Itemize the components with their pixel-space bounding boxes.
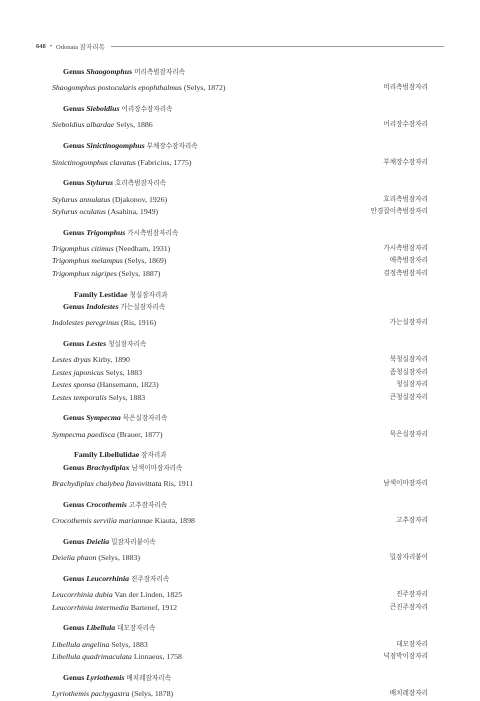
section-gap xyxy=(52,169,428,177)
species-author: Selys, 1886 xyxy=(116,120,153,130)
genus-heading-label xyxy=(63,463,182,472)
taxon-name: Sinictinogomphus xyxy=(86,141,145,151)
species-author: (Selys, 1869) xyxy=(124,256,167,266)
rank-word: Family xyxy=(74,450,98,460)
genus-heading-label xyxy=(63,413,167,422)
species-author: Bartenef, 1912 xyxy=(130,602,178,612)
korean-name: 잠자리과 xyxy=(141,452,167,460)
section-gap xyxy=(52,330,428,338)
rank-word: Genus xyxy=(63,178,85,188)
species-korean-name: 남색이마잠자리 xyxy=(383,480,428,488)
rank-word: Genus xyxy=(63,339,85,349)
genus-heading xyxy=(52,412,428,424)
rank-word: Genus xyxy=(63,413,85,423)
rank-word: Genus xyxy=(63,462,85,472)
genus-block xyxy=(52,103,428,132)
taxon-name: Libellulidae xyxy=(99,450,140,460)
genus-heading xyxy=(52,227,428,239)
species-author: Linnaeus, 1758 xyxy=(133,652,182,662)
species-row xyxy=(52,515,428,527)
species-author: Kiauta, 1898 xyxy=(154,516,195,526)
species-korean-name: 큰진주잠자리 xyxy=(389,603,428,611)
species-row xyxy=(52,206,428,218)
genus-block xyxy=(52,573,428,614)
species-row xyxy=(52,82,428,94)
taxon-name: Stylurus xyxy=(86,178,114,188)
genus-block xyxy=(52,66,428,95)
section-gap xyxy=(52,218,428,226)
species-name: Sieboldius albardae xyxy=(52,120,115,130)
genus-heading xyxy=(52,338,428,350)
genus-heading-label xyxy=(63,574,169,583)
genus-block xyxy=(52,499,428,528)
genus-heading-label xyxy=(63,104,172,113)
section-gap xyxy=(52,664,428,672)
species-name: Lestes temporalis xyxy=(52,392,107,402)
running-header xyxy=(36,41,444,51)
species-row xyxy=(52,243,428,255)
species-name: Stylurus oculatus xyxy=(52,207,106,217)
genus-heading-label xyxy=(63,623,155,632)
genus-heading-label xyxy=(63,67,185,76)
species-name: Sinictinogomphus clavatus xyxy=(52,157,136,167)
species-name: Crocothemis servilia mariannae xyxy=(52,516,153,526)
taxon-name: Indolestes xyxy=(86,301,119,311)
korean-name: 고추잠자리속 xyxy=(128,501,168,509)
korean-name: 호리측범잠자리속 xyxy=(115,180,166,188)
family-block xyxy=(52,449,428,490)
page-number: 648 xyxy=(36,42,46,50)
genus-heading xyxy=(52,462,428,474)
species-name: Leucorrhinia intermedia xyxy=(52,602,129,612)
species-row xyxy=(52,392,428,404)
section-title: Odonata 잠자리목 xyxy=(56,43,105,51)
section-gap xyxy=(52,614,428,622)
family-heading xyxy=(52,289,428,301)
genus-heading xyxy=(52,301,428,313)
genus-heading-label xyxy=(63,302,165,311)
species-row xyxy=(52,589,428,601)
species-row xyxy=(52,354,428,366)
genus-heading xyxy=(52,66,428,78)
taxon-name: Sympecma xyxy=(86,413,121,423)
species-korean-name: 묵은실잠자리 xyxy=(389,430,428,438)
species-korean-name: 넉점박이잠자리 xyxy=(383,653,428,661)
species-korean-name: 좀청실잠자리 xyxy=(389,368,428,376)
species-row xyxy=(52,688,428,700)
species-author: Ris, 1911 xyxy=(163,479,194,489)
species-row xyxy=(52,157,428,169)
species-author: (Asahina, 1949) xyxy=(107,207,159,217)
taxon-name: Lestes xyxy=(86,339,107,349)
species-row xyxy=(52,317,428,329)
korean-name: 진주잠자리속 xyxy=(131,575,170,583)
genus-heading xyxy=(52,177,428,189)
genus-heading xyxy=(52,672,428,684)
genus-block xyxy=(52,227,428,281)
genus-heading xyxy=(52,622,428,634)
genus-block xyxy=(52,177,428,218)
species-korean-name: 안경잡이측범잠자리 xyxy=(370,208,428,216)
section-gap xyxy=(52,565,428,573)
genus-heading-label xyxy=(63,339,146,348)
taxon-name: Lyriothemis xyxy=(86,672,125,682)
species-author: (Djakonov, 1926) xyxy=(112,194,168,204)
species-korean-name: 가시측범잠자리 xyxy=(383,245,428,253)
taxon-name: Lestidae xyxy=(99,289,128,299)
genus-block xyxy=(52,672,428,701)
korean-name: 청실잠자리속 xyxy=(108,341,147,349)
rank-word: Genus xyxy=(63,536,85,546)
species-author: (Selys, 1883) xyxy=(98,553,140,563)
species-author: Kirby, 1890 xyxy=(92,355,130,365)
korean-name: 묵은실잠자리속 xyxy=(122,415,168,423)
section-gap xyxy=(52,95,428,103)
header-rule xyxy=(111,46,444,47)
rank-word: Genus xyxy=(63,67,85,76)
species-name: Libellula quadrimaculata xyxy=(52,652,132,662)
species-name: Indolestes peregrinus xyxy=(52,318,120,328)
species-korean-name: 어리장수잠자리 xyxy=(383,121,428,129)
species-name: Deielia phaon xyxy=(52,553,97,563)
species-name: Lestes sponsa xyxy=(52,380,96,390)
species-row xyxy=(52,651,428,663)
genus-block xyxy=(52,622,428,663)
species-korean-name: 부채장수잠자리 xyxy=(383,158,428,166)
rank-word: Genus xyxy=(63,573,85,583)
species-author: (Hansemann, 1823) xyxy=(97,380,159,390)
taxon-name: Libellula xyxy=(86,623,116,633)
rank-word: Genus xyxy=(63,227,85,237)
species-name: Sympecma paedisca xyxy=(52,429,116,439)
genus-heading xyxy=(52,140,428,152)
taxon-name: Sieboldius xyxy=(86,104,120,114)
species-row xyxy=(52,552,428,564)
rank-word: Genus xyxy=(63,301,85,311)
korean-name: 밀잠자리붙이속 xyxy=(111,538,156,546)
species-author: Selys, 1883 xyxy=(111,639,148,649)
family-heading-label xyxy=(74,450,167,459)
genus-heading-label xyxy=(63,141,198,150)
genus-heading-label xyxy=(63,500,167,509)
species-korean-name: 큰청실잠자리 xyxy=(389,393,428,401)
species-author: (Fabricius, 1775) xyxy=(137,157,192,167)
species-name: Libellula angelina xyxy=(52,639,110,649)
species-name: Trigomphus citimus xyxy=(52,244,114,254)
species-row xyxy=(52,119,428,131)
species-author: Van der Linden, 1825 xyxy=(114,590,183,600)
species-korean-name: 호리측범잠자리 xyxy=(383,195,428,203)
species-name: Trigomphus nigripes xyxy=(52,268,117,278)
species-korean-name: 머리측범잠자리 xyxy=(383,84,428,92)
genus-block xyxy=(52,140,428,169)
family-heading-label xyxy=(74,290,168,299)
species-korean-name: 청실잠자리 xyxy=(396,381,428,389)
genus-heading-label xyxy=(63,537,156,546)
section-gap xyxy=(52,404,428,412)
species-author: (Brauer, 1877) xyxy=(116,429,163,439)
species-name: Trigomphus melampus xyxy=(52,256,123,266)
taxon-name: Leucorrhinia xyxy=(86,573,130,583)
korean-name: 배치레잠자리속 xyxy=(126,674,171,682)
species-korean-name: 애측범잠자리 xyxy=(389,257,428,265)
korean-name: 머리측범잠자리속 xyxy=(134,69,186,76)
korean-name: 가시측범잠자리속 xyxy=(127,229,179,237)
section-gap xyxy=(52,528,428,536)
species-row xyxy=(52,367,428,379)
family-block xyxy=(52,289,428,330)
korean-name: 가는실잠자리속 xyxy=(120,303,166,311)
genus-block xyxy=(52,338,428,404)
species-name: Lyriothemis pachygastra xyxy=(52,689,130,699)
taxon-list xyxy=(52,66,428,701)
species-row xyxy=(52,478,428,490)
korean-name: 남색이마잠자리속 xyxy=(131,464,183,472)
species-row xyxy=(52,429,428,441)
rank-word: Genus xyxy=(63,499,85,509)
section-gap xyxy=(52,491,428,499)
genus-heading xyxy=(52,499,428,511)
rank-word: Genus xyxy=(63,672,85,682)
species-korean-name: 대모잠자리 xyxy=(396,640,428,648)
species-name: Brachydiplax chalybea flavovittata xyxy=(52,479,162,489)
species-author: (Selys, 1887) xyxy=(118,268,161,278)
header-bullet: • xyxy=(49,42,53,50)
korean-name: 부채장수잠자리속 xyxy=(146,143,198,151)
taxon-name: Shaogomphus xyxy=(86,67,133,76)
rank-word: Genus xyxy=(63,141,85,151)
taxon-name: Crocothemis xyxy=(86,499,127,509)
species-korean-name: 고추잠자리 xyxy=(396,517,428,525)
species-korean-name: 가는실잠자리 xyxy=(389,319,428,327)
species-row xyxy=(52,379,428,391)
species-korean-name: 진주잠자리 xyxy=(396,591,428,599)
taxon-name: Deielia xyxy=(86,536,110,546)
species-author: Selys, 1883 xyxy=(105,367,143,377)
genus-heading-label xyxy=(63,178,166,187)
species-name: Leucorrhinia dubia xyxy=(52,590,113,600)
korean-name: 청실잠자리과 xyxy=(129,291,168,299)
species-name: Lestes japonicus xyxy=(52,367,104,377)
korean-name: 어리장수잠자리속 xyxy=(121,106,173,114)
rank-word: Family xyxy=(74,289,98,299)
species-row xyxy=(52,255,428,267)
korean-name: 대모잠자리속 xyxy=(117,625,156,633)
species-row xyxy=(52,639,428,651)
species-author: (Selys, 1872) xyxy=(183,83,226,93)
section-gap xyxy=(52,280,428,288)
genus-heading xyxy=(52,103,428,115)
taxon-name: Trigomphus xyxy=(86,227,126,237)
genus-heading xyxy=(52,536,428,548)
species-author: (Needham, 1931) xyxy=(115,244,171,254)
rank-word: Genus xyxy=(63,104,85,114)
species-korean-name: 북청실잠자리 xyxy=(389,356,428,364)
species-name: Stylurus annulatus xyxy=(52,194,111,204)
genus-heading xyxy=(52,573,428,585)
genus-heading-label xyxy=(63,673,171,682)
genus-block xyxy=(52,536,428,565)
section-gap xyxy=(52,132,428,140)
rank-word: Genus xyxy=(63,623,85,633)
section-gap xyxy=(52,441,428,449)
species-author: (Selys, 1878) xyxy=(131,689,174,699)
species-row xyxy=(52,602,428,614)
genus-block xyxy=(52,412,428,441)
species-korean-name: 검정측범잠자리 xyxy=(383,269,428,277)
species-row xyxy=(52,194,428,206)
species-name: Shaogomphus postocularis epophthalmus xyxy=(52,83,182,93)
species-author: Selys, 1883 xyxy=(108,392,146,402)
genus-heading-label xyxy=(63,228,178,237)
species-korean-name: 밀잠자리붙이 xyxy=(389,554,428,562)
species-name: Lestes dryas xyxy=(52,355,91,365)
species-author: (Ris, 1916) xyxy=(121,318,157,328)
species-row xyxy=(52,268,428,280)
taxon-name: Brachydiplax xyxy=(86,462,130,472)
species-korean-name: 배치레잠자리 xyxy=(389,690,428,698)
family-heading xyxy=(52,449,428,461)
